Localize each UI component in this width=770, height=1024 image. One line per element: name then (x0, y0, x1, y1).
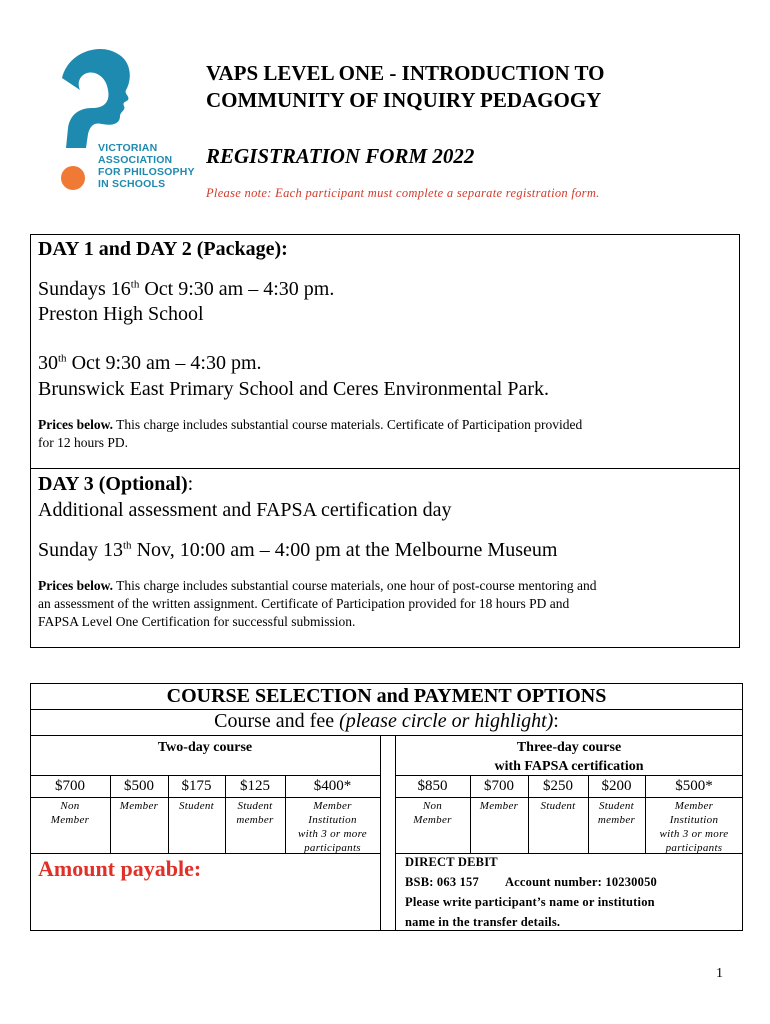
label-line: Student (178, 800, 215, 812)
label-line: Member (119, 800, 159, 812)
price-option[interactable]: $200 (601, 778, 632, 794)
label-line: Student (237, 800, 273, 812)
label-line: Member (313, 800, 352, 812)
label-line: with 3 or more (298, 828, 367, 840)
date-time: Nov, 10:00 am – 4:00 pm at the Melbourne Museum (131, 539, 558, 561)
day12-prices-note (38, 416, 733, 452)
question-mark-head-icon (62, 49, 130, 148)
two-day-header: Two-day course (157, 740, 253, 755)
day3-heading-text: DAY 3 (Optional) (38, 473, 188, 495)
date-suffix: th (130, 278, 140, 291)
price-label (110, 799, 168, 813)
label-line: Member (413, 814, 452, 826)
debit-heading: DIRECT DEBIT (405, 855, 498, 869)
prices-text: This charge includes substantial course materials, one hour of post-course mentoring and (112, 578, 597, 593)
payment-title: COURSE SELECTION and PAYMENT OPTIONS (166, 685, 607, 707)
logo-line: VICTORIAN (98, 142, 158, 154)
prices-text: an assessment of the written assignment. Certificate of Participation provided for 18 hours PD and (38, 596, 570, 611)
table-line (30, 735, 743, 736)
table-line (395, 797, 743, 798)
logo-line: IN SCHOOLS (98, 178, 166, 190)
day12-heading: DAY 1 and DAY 2 (Package): (38, 238, 288, 260)
day3-prices-note (38, 577, 738, 631)
days-divider (30, 468, 740, 469)
price-label (528, 799, 588, 813)
table-line (30, 775, 380, 776)
day3-heading (38, 473, 193, 496)
prices-bold: Prices below. (38, 417, 113, 432)
subtitle-italic: (please circle or highlight) (339, 710, 554, 732)
price-label (645, 799, 743, 855)
three-day-header (395, 738, 743, 776)
prices-text: This charge includes substantial course materials. Certificate of Participation provided (112, 417, 583, 432)
prices-bold: Prices below. (38, 578, 113, 593)
label-line: member (597, 814, 636, 826)
debit-instructions: Please write participant’s name or institution (405, 895, 655, 909)
day12-date1 (38, 278, 334, 301)
payment-subtitle (30, 710, 743, 733)
debit-instructions: name in the transfer details. (405, 915, 561, 929)
page-title (206, 60, 605, 114)
table-line (30, 797, 380, 798)
price-option[interactable]: $250 (543, 778, 573, 794)
three-day-line: with FAPSA certification (494, 759, 644, 774)
price-option[interactable]: $500* (675, 778, 713, 794)
price-label (285, 799, 380, 855)
date-text: 30 (38, 352, 58, 374)
logo-line: FOR PHILOSOPHY (98, 166, 195, 178)
label-line: Member (50, 814, 90, 826)
label-line: with 3 or more (659, 828, 729, 840)
price-option[interactable]: $500 (124, 778, 154, 794)
day3-description: Additional assessment and FAPSA certification day (38, 499, 452, 521)
price-option[interactable]: $700 (55, 778, 85, 794)
subtitle-text: Course and fee (214, 710, 340, 732)
amount-payable-label: Amount payable: (38, 856, 202, 881)
form-subtitle: REGISTRATION FORM 2022 (206, 144, 475, 168)
debit-account-line (405, 872, 657, 892)
three-day-line: Three-day course (516, 740, 622, 755)
day3-date (38, 539, 557, 562)
label-line: Student (540, 800, 576, 812)
label-line: Institution (308, 814, 357, 826)
colon: : (553, 710, 559, 732)
day12-date2 (38, 352, 262, 375)
prices-text: FAPSA Level One Certification for successful submission. (38, 614, 356, 629)
label-line: Non (60, 800, 80, 812)
label-line: member (236, 814, 274, 826)
colon: : (187, 473, 194, 495)
direct-debit-details (405, 852, 657, 932)
price-label (168, 799, 225, 813)
date-time: Oct 9:30 am – 4:30 pm. (66, 352, 262, 374)
page-number: 1 (716, 966, 723, 981)
price-option[interactable]: $125 (240, 778, 270, 794)
registration-note: Please note: Each participant must complete a separate registration form. (206, 186, 600, 200)
logo-line: ASSOCIATION (98, 154, 173, 166)
price-option[interactable]: $850 (417, 778, 448, 794)
label-line: Member (479, 800, 519, 812)
label-line: Non (422, 800, 443, 812)
logo-org-name (98, 142, 195, 190)
prices-text: for 12 hours PD. (38, 435, 128, 450)
date-suffix: th (58, 352, 67, 365)
price-option[interactable]: $700 (484, 778, 514, 794)
account-number: Account number: 10230050 (504, 875, 657, 889)
price-label (470, 799, 528, 813)
title-line-2: COMMUNITY OF INQUIRY PEDAGOGY (206, 88, 602, 112)
price-label (225, 799, 285, 827)
day12-venue2: Brunswick East Primary School and Ceres Environmental Park. (38, 378, 550, 400)
price-option[interactable]: $400* (313, 778, 352, 794)
price-option[interactable]: $175 (181, 778, 212, 794)
title-line-1: VAPS LEVEL ONE - INTRODUCTION TO (206, 61, 605, 85)
date-time: Oct 9:30 am – 4:30 pm. (139, 278, 335, 300)
label-line: participants (304, 842, 361, 854)
date-suffix: th (123, 539, 132, 552)
label-line: participants (665, 842, 723, 854)
label-line: Member (674, 800, 714, 812)
orange-dot-icon (61, 166, 85, 190)
label-line: Student (598, 800, 635, 812)
label-line: Institution (669, 814, 719, 826)
price-label (395, 799, 470, 827)
date-text: Sunday 13 (38, 539, 123, 561)
bsb-number: BSB: 063 157 (405, 875, 479, 889)
price-label (588, 799, 645, 827)
day12-venue1: Preston High School (38, 303, 204, 325)
price-label (30, 799, 110, 827)
table-divider (380, 735, 381, 931)
date-text: Sundays 16 (38, 278, 131, 300)
